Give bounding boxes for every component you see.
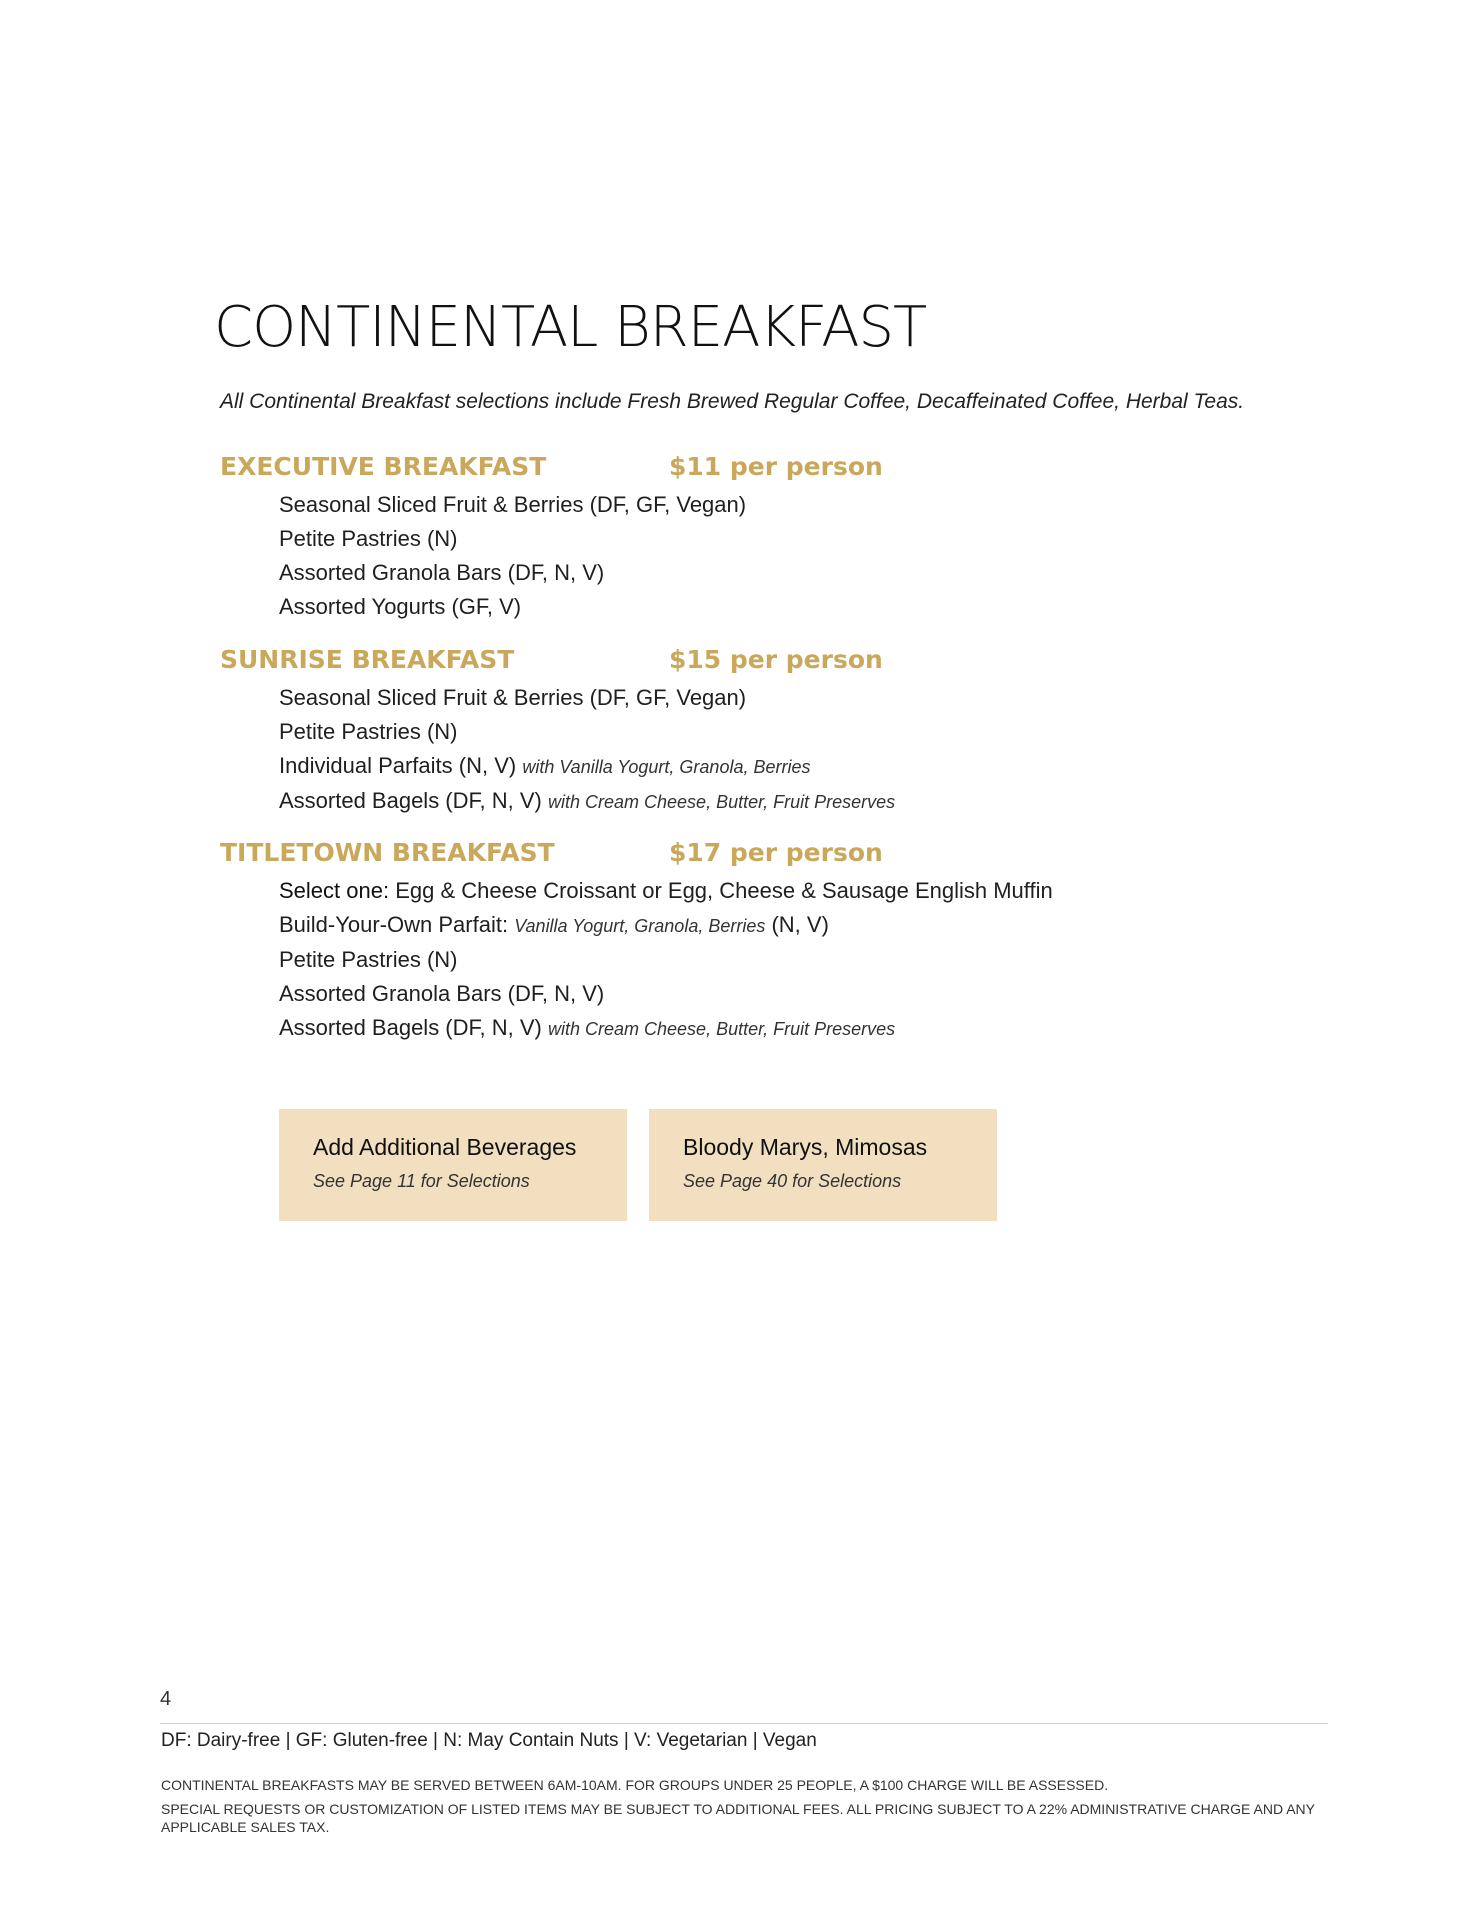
section-price: $17 per person xyxy=(669,838,883,867)
menu-item: Petite Pastries (N) xyxy=(279,947,458,972)
item-note: with Vanilla Yogurt, Granola, Berries xyxy=(522,757,811,777)
fine-print: CONTINENTAL BREAKFASTS MAY BE SERVED BETWEEN 6AM-10AM. FOR GROUPS UNDER 25 PEOPLE, A $100 CHARGE WILL BE ASSESSED. xyxy=(161,1777,1109,1793)
item-note: with Cream Cheese, Butter, Fruit Preserves xyxy=(548,1019,896,1039)
menu-item: Seasonal Sliced Fruit & Berries (DF, GF, Vegan) xyxy=(279,492,747,517)
menu-section-titletown xyxy=(220,838,1120,1046)
menu-item: Seasonal Sliced Fruit & Berries (DF, GF, Vegan) xyxy=(279,685,747,710)
page-number: 4 xyxy=(160,1688,172,1710)
addon-subtitle: See Page 40 for Selections xyxy=(683,1171,902,1191)
addon-box-beverages xyxy=(279,1109,627,1221)
addon-title: Add Additional Beverages xyxy=(313,1134,577,1160)
footer-divider xyxy=(160,1723,1328,1724)
menu-item: Assorted Bagels (DF, N, V) with Cream Cheese, Butter, Fruit Preserves xyxy=(279,788,896,813)
section-title: SUNRISE BREAKFAST xyxy=(220,645,515,674)
menu-item: Assorted Granola Bars (DF, N, V) xyxy=(279,560,605,585)
menu-item: Assorted Granola Bars (DF, N, V) xyxy=(279,981,605,1006)
menu-item: Individual Parfaits (N, V) with Vanilla Yogurt, Granola, Berries xyxy=(279,753,811,778)
fine-print: SPECIAL REQUESTS OR CUSTOMIZATION OF LISTED ITEMS MAY BE SUBJECT TO ADDITIONAL FEES. ALL PRICING SUBJECT TO A 22% ADMINISTRATIVE CHARGE AND ANY APPLICABLE SALES TAX. xyxy=(161,1801,1315,1835)
menu-section-executive xyxy=(220,452,1120,624)
item-lead: Select one: xyxy=(279,878,390,903)
addon-title: Bloody Marys, Mimosas xyxy=(683,1134,928,1160)
addon-subtitle: See Page 11 for Selections xyxy=(313,1171,530,1191)
menu-item: Petite Pastries (N) xyxy=(279,526,458,551)
menu-item: Select one: Egg & Cheese Croissant or Egg, Cheese & Sausage English Muffin xyxy=(279,878,1053,903)
dietary-legend: DF: Dairy-free | GF: Gluten-free | N: May Contain Nuts | V: Vegetarian | Vegan xyxy=(161,1730,817,1751)
section-price: $11 per person xyxy=(669,452,883,481)
menu-section-sunrise xyxy=(220,645,1120,819)
intro-text: All Continental Breakfast selections include Fresh Brewed Regular Coffee, Decaffeinated Coffee, Herbal Teas. xyxy=(220,390,1245,413)
menu-item: Build-Your-Own Parfait: Vanilla Yogurt, Granola, Berries (N, V) xyxy=(279,912,829,937)
section-title: TITLETOWN BREAKFAST xyxy=(220,838,555,867)
section-title: EXECUTIVE BREAKFAST xyxy=(220,452,547,481)
item-note: with Cream Cheese, Butter, Fruit Preserves xyxy=(548,792,896,812)
item-note: Vanilla Yogurt, Granola, Berries xyxy=(514,916,766,936)
menu-item: Assorted Bagels (DF, N, V) with Cream Cheese, Butter, Fruit Preserves xyxy=(279,1015,896,1040)
menu-item: Assorted Yogurts (GF, V) xyxy=(279,594,522,619)
menu-item: Petite Pastries (N) xyxy=(279,719,458,744)
page-title: CONTINENTAL BREAKFAST xyxy=(214,295,927,360)
addon-box-cocktails xyxy=(649,1109,997,1221)
section-price: $15 per person xyxy=(669,645,883,674)
